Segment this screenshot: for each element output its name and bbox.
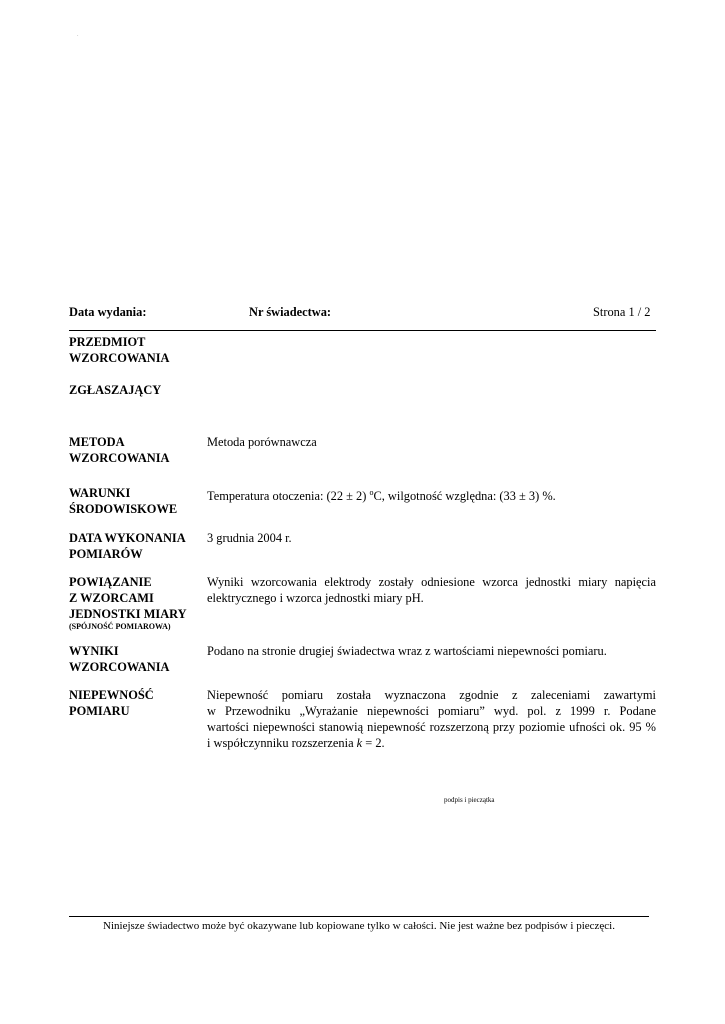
signature-label: podpis i pieczątka [444, 796, 495, 804]
degree-sign: o [369, 488, 374, 497]
results-label [69, 643, 170, 675]
conditions-label [69, 485, 177, 517]
date-performed-label [69, 530, 186, 562]
issue-date-label: Data wydania: [69, 305, 147, 319]
uncertainty-label-line: POMIARU [69, 704, 130, 718]
conditions-text: C, wilgotność względna: (33 ± 3) %. [373, 489, 556, 504]
subject-label-line: PRZEDMIOT [69, 335, 146, 349]
uncertainty-line [207, 735, 656, 751]
applicant-label [69, 382, 161, 398]
method-label [69, 434, 170, 466]
uncertainty-text: i współczynniku rozszerzenia [207, 736, 357, 750]
results-label-line: WYNIKI [69, 644, 119, 658]
subject-label [69, 334, 170, 366]
traceability-sublabel: (SPÓJNOŚĆ POMIAROWA) [69, 622, 171, 631]
traceability-label-line: JEDNOSTKI MIARY [69, 607, 187, 621]
uncertainty-value [207, 687, 656, 751]
conditions-label-line: WARUNKI [69, 486, 131, 500]
uncertainty-label-line: NIEPEWNOŚĆ [69, 688, 154, 702]
results-value: Podano na stronie drugiej świadectwa wraz z wartościami niepewności pomiaru. [207, 644, 607, 658]
uncertainty-label [69, 687, 154, 719]
traceability-value [207, 574, 656, 606]
date-performed-label-line: DATA WYKONANIA [69, 531, 186, 545]
coverage-factor-symbol: k [356, 736, 363, 750]
uncertainty-line: Niepewność pomiaru została wyznaczona zgodnie z zaleceniami zawartymi [207, 688, 656, 702]
traceability-label [69, 574, 187, 632]
conditions-value [207, 485, 656, 504]
header-divider [69, 330, 656, 331]
footer-divider [69, 916, 649, 917]
subject-label-line: WZORCOWANIA [69, 351, 170, 365]
traceability-label-line: POWIĄZANIE [69, 575, 152, 589]
applicant-label-line: ZGŁASZAJĄCY [69, 383, 162, 397]
uncertainty-line: wartości niepewności stanowią niepewność rozszerzoną przy poziomie ufności ok. 95 % [207, 720, 656, 734]
conditions-label-line: ŚRODOWISKOWE [69, 502, 178, 516]
traceability-line: Wyniki wzorcowania elektrody zostały odniesione wzorca jednostki miary napięcia [207, 575, 656, 589]
page-number: Strona 1 / 2 [593, 305, 651, 319]
date-performed-value: 3 grudnia 2004 r. [207, 531, 292, 545]
traceability-line: elektrycznego i wzorca jednostki miary pH. [207, 591, 424, 605]
margin-mark: . [77, 32, 79, 38]
uncertainty-line: w Przewodniku „Wyrażanie niepewności pomiaru” wyd. pol. z 1999 r. Podane [207, 704, 656, 718]
method-label-line: WZORCOWANIA [69, 451, 170, 465]
conditions-text: Temperatura otoczenia: (22 ± 2) [207, 489, 370, 504]
results-label-line: WZORCOWANIA [69, 660, 170, 674]
method-value: Metoda porównawcza [207, 435, 317, 449]
certificate-number-label: Nr świadectwa: [249, 305, 332, 319]
traceability-label-line: Z WZORCAMI [69, 591, 154, 605]
uncertainty-text: = 2. [362, 736, 385, 750]
method-label-line: METODA [69, 435, 125, 449]
date-performed-label-line: POMIARÓW [69, 547, 143, 561]
footer-note: Niniejsze świadectwo może być okazywane lub kopiowane tylko w całości. Nie jest ważne bez podpisów i pieczęci. [103, 920, 615, 932]
